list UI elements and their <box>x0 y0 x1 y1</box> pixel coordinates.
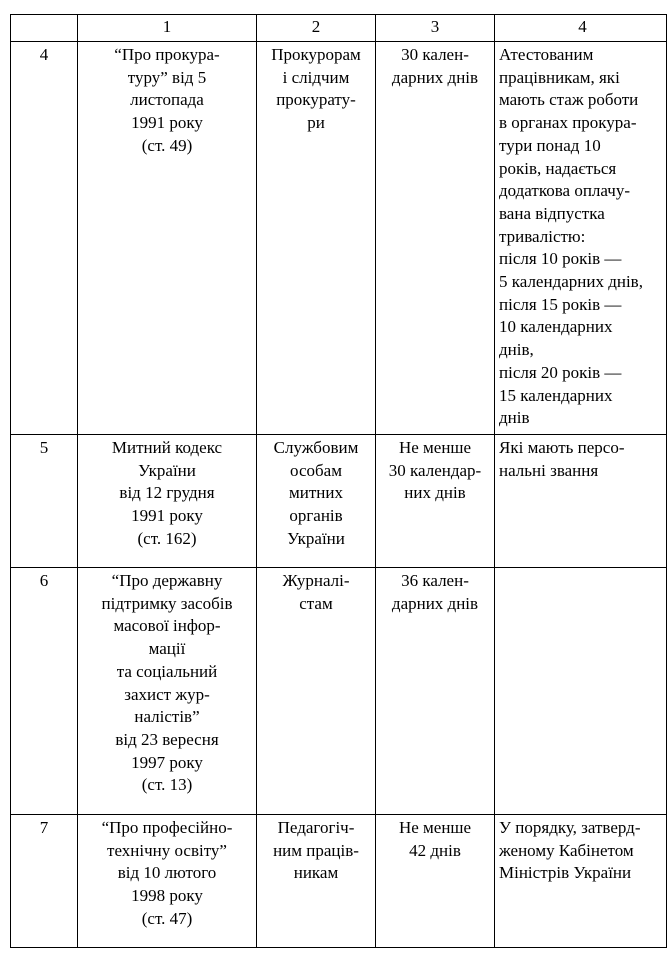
header-cell-3: 3 <box>376 15 495 42</box>
table-row <box>11 568 667 815</box>
note-cell: У порядку, затверд- женому Кабінетом Міністрів України <box>495 815 667 948</box>
header-cell-2: 2 <box>257 15 376 42</box>
duration-cell: Не менше 30 календар- них днів <box>376 435 495 568</box>
duration-cell: 36 кален- дарних днів <box>376 568 495 815</box>
leave-table <box>10 14 667 948</box>
header-cell-4: 4 <box>495 15 667 42</box>
recipients-cell: Педагогіч- ним праців- никам <box>257 815 376 948</box>
note-cell: Атестованим працівникам, які мають стаж роботи в органах прокура- тури понад 10 років, надається додаткова оплачу- вана відпустка тривалістю: після 10 років — 5 календарних днів, після 15 років — 10 календарних днів, після 20 років — 15 календарних днів <box>495 42 667 435</box>
table-row <box>11 42 667 435</box>
law-cell: Митний кодекс України від 12 грудня 1991 року (ст. 162) <box>78 435 257 568</box>
law-cell: “Про професійно- технічну освіту” від 10 лютого 1998 року (ст. 47) <box>78 815 257 948</box>
table-row <box>11 815 667 948</box>
note-cell: Які мають персо- нальні звання <box>495 435 667 568</box>
row-number: 6 <box>11 568 78 815</box>
row-number: 7 <box>11 815 78 948</box>
law-cell: “Про державну підтримку засобів масової інфор- мації та соціальний захист жур- налістів” від 23 вересня 1997 року (ст. 13) <box>78 568 257 815</box>
header-row <box>11 15 667 42</box>
recipients-cell: Журналі- стам <box>257 568 376 815</box>
table-row <box>11 435 667 568</box>
row-number: 4 <box>11 42 78 435</box>
header-cell-0 <box>11 15 78 42</box>
law-cell: “Про прокура- туру” від 5 листопада 1991 року (ст. 49) <box>78 42 257 435</box>
note-cell <box>495 568 667 815</box>
header-cell-1: 1 <box>78 15 257 42</box>
duration-cell: 30 кален- дарних днів <box>376 42 495 435</box>
recipients-cell: Службовим особам митних органів України <box>257 435 376 568</box>
duration-cell: Не менше 42 днів <box>376 815 495 948</box>
recipients-cell: Прокурорам і слідчим прокурату- ри <box>257 42 376 435</box>
row-number: 5 <box>11 435 78 568</box>
